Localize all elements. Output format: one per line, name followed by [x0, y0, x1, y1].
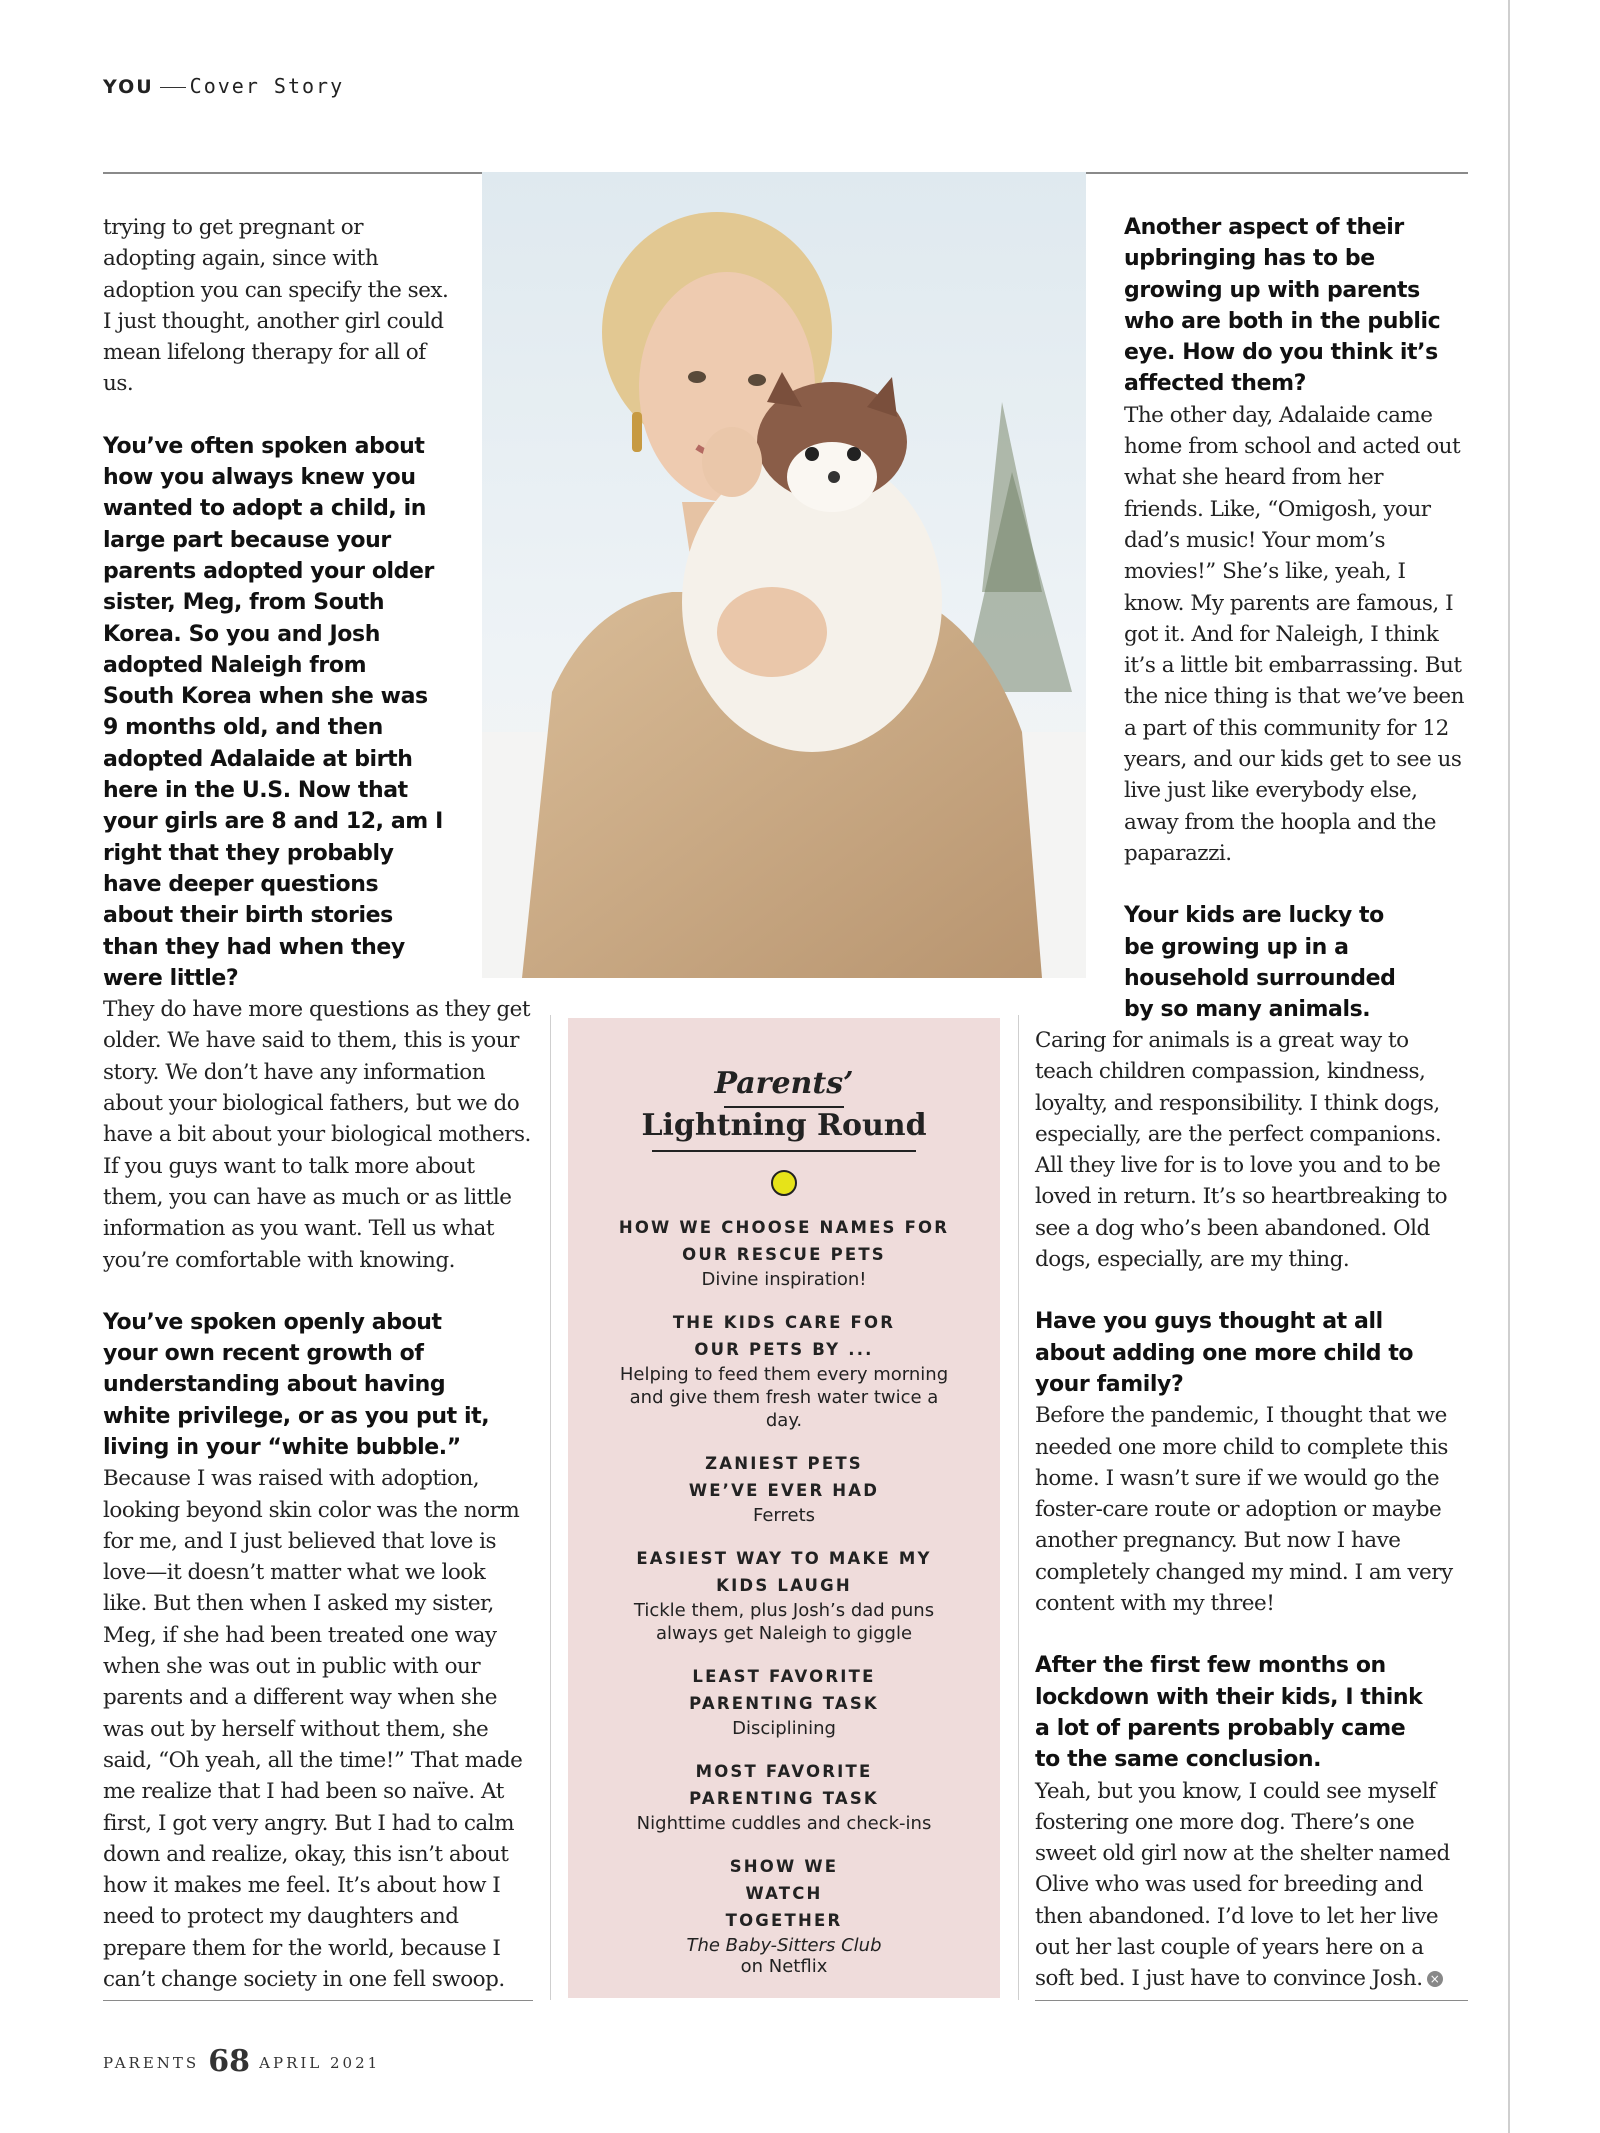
column-left: [103, 212, 531, 2026]
cover-photo: [482, 172, 1086, 978]
question: Another aspect of their upbringing has to be growing up with parents who are both in the public eye. How do you think it’s affected them?: [1124, 215, 1441, 397]
issue-date: APRIL 2021: [259, 2054, 381, 2072]
sidebar-right-rule: [1018, 1015, 1019, 2000]
portrait-illustration: [482, 172, 1086, 978]
answer: Before the pandemic, I thought that we needed one more child to complete this home. I wasn’t sure if we would go the foster-care route or adoption or maybe another pregnancy. But now I have completely changed my mind. I am very content with my three!: [1035, 1403, 1453, 1617]
answer: The other day, Adalaide came home from school and acted out what she heard from her friends. Like, “Omigosh, your dad’s music! Your mom’s movies!” She’s like, yeah, I know. My parents are famous, I got it. And for Naleigh, I think it’s a little bit embarrassing. But the nice thing is that we’ve been a part of this community for 12 years, and our kids get to see us live just like everybody else, away from the hoopla and the paparazzi.: [1124, 402, 1464, 866]
item-question: EASIEST WAY TO MAKE MY KIDS LAUGH: [636, 1549, 932, 1595]
sidebar-left-rule: [550, 1015, 551, 2000]
item-answer: Disciplining: [732, 1718, 836, 1739]
question: After the first few months on lockdown with their kids, I think a lot of parents probably came to the same conclusion.: [1035, 1653, 1423, 1773]
sidebar-title-line1: Parents’: [714, 1066, 854, 1101]
list-item: [608, 1853, 960, 1978]
page-number: 68: [208, 2044, 251, 2079]
item-question: HOW WE CHOOSE NAMES FOR OUR RESCUE PETS: [618, 1218, 950, 1264]
header-dash: [160, 87, 186, 88]
top-rule-right: [1086, 172, 1468, 174]
top-rule-left: [103, 172, 482, 174]
item-answer-suffix: on Netflix: [740, 1956, 828, 1977]
answer: Because I was raised with adoption, looking beyond skin color was the norm for me, and I just believed that love is love—it doesn’t matter what we look like. But then when I asked my sister, Meg, if she had been treated one way when she was out in public with our parents and a different way when she was out by herself without them, she said, “Oh yeah, all the time!” That made me realize that I had been so naïve. At first, I got very angry. But I had to calm down and realize, okay, this isn’t about how it makes me feel. It’s about how I need to protect my daughters and prepare them for the world, because I can’t change society in one fell swoop.: [103, 1466, 523, 1993]
item-answer-title: The Baby-Sitters Club: [686, 1935, 882, 1956]
question: You’ve often spoken about how you always knew you wanted to adopt a child, in large part because your parents adopted your older sister, Meg, from South Korea. So you and Josh adopted Naleigh from South Korea when she was 9 months old, and then adopted Adalaide at birth here in the U.S. Now that your girls are 8 and 12, am I right that they probably have deeper questions about their birth stories than they had when they were little?: [103, 433, 443, 991]
end-of-story-icon: ×: [1427, 1971, 1443, 1987]
section-title: Cover Story: [189, 74, 345, 98]
item-answer: Ferrets: [752, 1505, 816, 1526]
bottom-rule-left: [103, 2000, 533, 2001]
list-item: [608, 1758, 960, 1835]
list-item: [608, 1214, 960, 1291]
column-right-lower: [1035, 1025, 1468, 2026]
question: Your kids are lucky to be growing up in a household surrounded by so many animals.: [1124, 903, 1396, 1023]
item-answer: Divine inspiration!: [701, 1269, 867, 1290]
section-name: YOU: [103, 76, 154, 98]
bottom-rule-right: [1035, 2000, 1468, 2001]
list-item: [608, 1450, 960, 1527]
list-item: [608, 1309, 960, 1432]
title-underline: [652, 1150, 916, 1152]
lightning-round-list: [608, 1214, 960, 1996]
lightning-round-sidebar: [568, 1018, 1000, 1998]
question: Have you guys thought at all about adding one more child to your family?: [1035, 1309, 1414, 1397]
yellow-dot-icon: [771, 1170, 797, 1196]
page-edge-rule: [1508, 0, 1510, 2133]
item-question: SHOW WE WATCH TOGETHER: [725, 1857, 843, 1930]
question: You’ve spoken openly about your own recent growth of understanding about having white privilege, or as you put it, living in your “white bubble.”: [103, 1309, 490, 1460]
list-item: [608, 1663, 960, 1740]
item-question: LEAST FAVORITE PARENTING TASK: [689, 1667, 879, 1713]
answer: They do have more questions as they get older. We have said to them, this is your story. We don’t have any information about your biological fathers, but we do have a bit about your biological mothers. If you guys want to talk more about them, you can have as much or as little information as you want. Tell us what you’re comfortable with knowing.: [103, 997, 531, 1273]
page-footer: [103, 2044, 380, 2079]
list-item: [608, 1545, 960, 1645]
section-header: [103, 74, 344, 98]
item-answer: Tickle them, plus Josh’s dad puns always get Naleigh to giggle: [633, 1600, 935, 1644]
paragraph: trying to get pregnant or adopting again, since with adoption you can specify the sex. I just thought, another girl could mean lifelong therapy for all of us.: [103, 215, 449, 397]
item-answer: Nighttime cuddles and check-ins: [636, 1813, 932, 1834]
item-question: MOST FAVORITE PARENTING TASK: [689, 1762, 879, 1808]
answer: Caring for animals is a great way to teach children compassion, kindness, loyalty, and responsibility. I think dogs, especially, are the perfect companions. All they live for is to love you and to be loved in return. It’s so heartbreaking to see a dog who’s been abandoned. Old dogs, especially, are my thing.: [1035, 1028, 1448, 1273]
answer-text: Yeah, but you know, I could see myself fostering one more dog. There’s one sweet old girl now at the shelter named Olive who was used for breeding and then abandoned. I’d love to let her live out her last couple of years here on a soft bed. I just have to convince Josh.: [1035, 1778, 1450, 1992]
column-right-upper: [1124, 212, 1468, 1025]
sidebar-title-line2: Lightning Round: [641, 1108, 927, 1143]
magazine-name: PARENTS: [103, 2054, 200, 2072]
item-question: THE KIDS CARE FOR OUR PETS BY ...: [672, 1313, 896, 1359]
item-question: ZANIEST PETS WE’VE EVER HAD: [688, 1454, 880, 1500]
item-answer: Helping to feed them every morning and give them fresh water twice a day.: [619, 1364, 949, 1431]
answer: [1035, 1776, 1468, 1995]
